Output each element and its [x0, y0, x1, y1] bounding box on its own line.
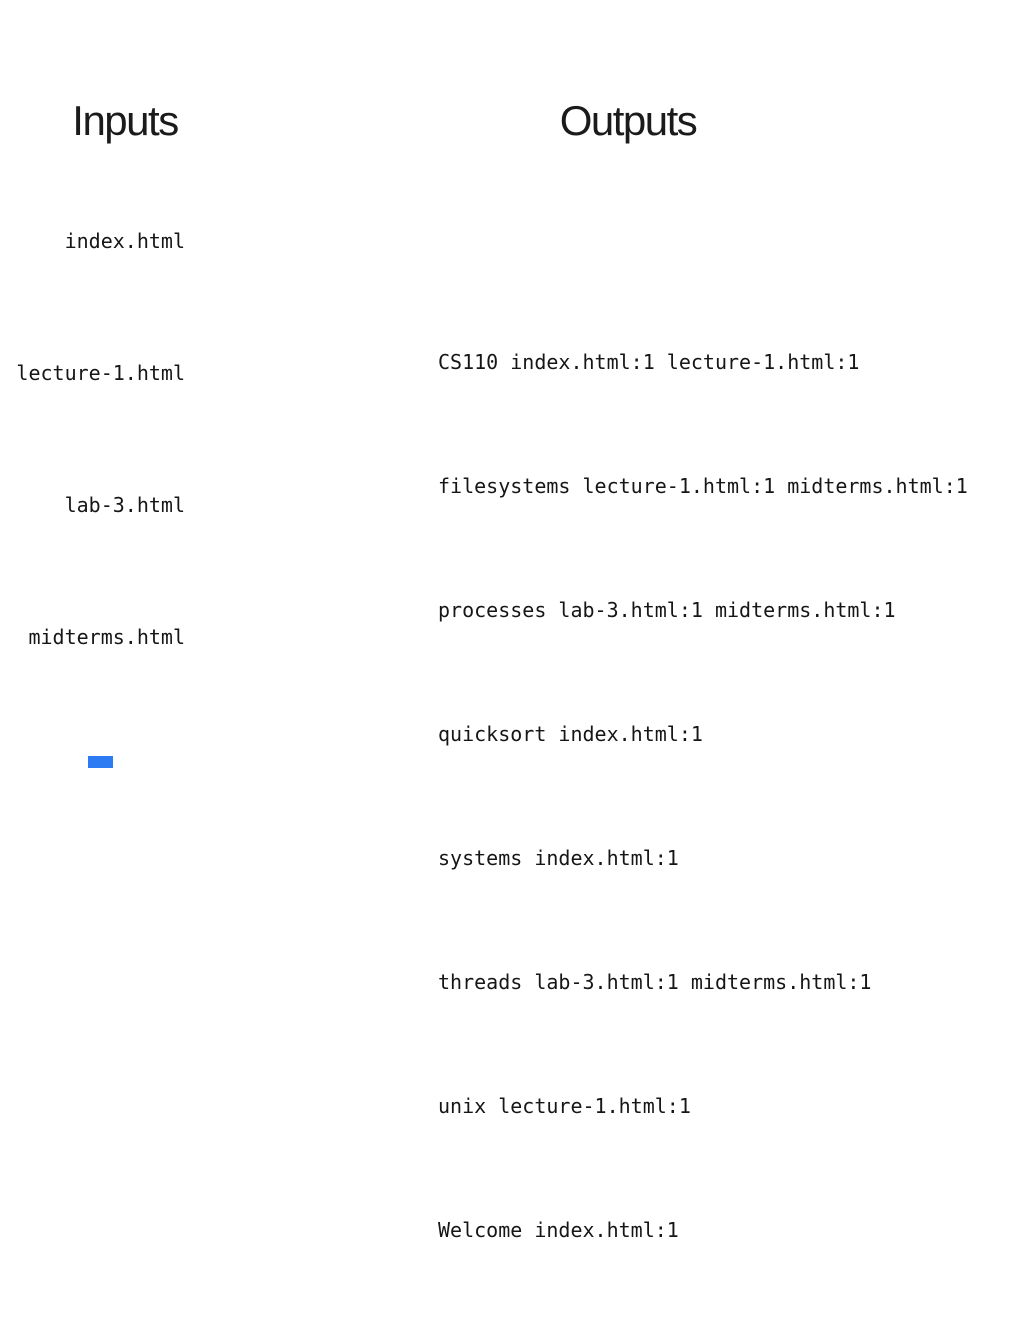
output-line: processes lab-3.html:1 midterms.html:1	[438, 597, 896, 622]
output-line: filesystems lecture-1.html:1 midterms.html:1	[438, 473, 968, 498]
input-file-lab-3: lab-3.html	[64, 493, 185, 517]
output-line: threads lab-3.html:1 midterms.html:1	[438, 969, 872, 994]
output-line: Welcome index.html:1	[438, 1217, 679, 1242]
input-file-index: index.html	[64, 229, 185, 253]
output-line: quicksort index.html:1	[438, 721, 703, 746]
outputs-list	[438, 259, 968, 1334]
output-line: unix lecture-1.html:1	[438, 1093, 691, 1118]
output-line: CS110 index.html:1 lecture-1.html:1	[438, 349, 860, 374]
inputs-heading: Inputs	[72, 97, 178, 144]
outputs-heading: Outputs	[559, 97, 697, 144]
input-file-midterms: midterms.html	[28, 625, 185, 649]
input-file-lecture-1: lecture-1.html	[16, 361, 185, 385]
bottom-left-accent-bar	[88, 756, 113, 768]
output-line: systems index.html:1	[438, 845, 679, 870]
